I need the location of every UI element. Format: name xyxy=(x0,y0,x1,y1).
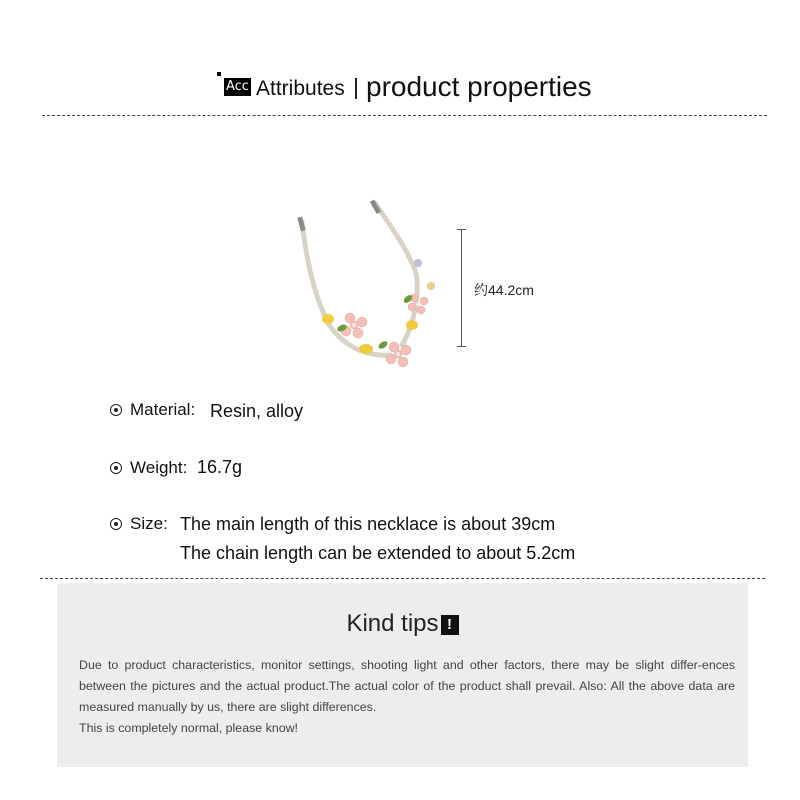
header-square-mark xyxy=(217,72,221,76)
target-bullet-icon xyxy=(110,404,122,416)
spec-size xyxy=(110,511,670,571)
target-bullet-icon xyxy=(110,462,122,474)
dimension-label: 约44.2cm xyxy=(474,282,534,298)
page-title: product properties xyxy=(366,71,592,102)
exclamation-icon: ! xyxy=(441,615,459,635)
tips-paragraph: Due to product characteristics, monitor settings, shooting light and other factors, there may be slight differ-ences between the pictures and the actual product.The actual color of the product shall prevail. Also: All the above data are measured manually by us, there are slight differences. xyxy=(79,658,735,714)
dimension-line xyxy=(461,229,462,347)
header-divider xyxy=(355,78,357,99)
section-header xyxy=(0,68,800,108)
tips-title-text: Kind tips xyxy=(346,610,439,637)
spec-value-line-2: The chain length can be extended to about 5.2cm xyxy=(180,543,576,563)
bottom-dashed-divider xyxy=(40,578,765,579)
spec-value: Resin, alloy xyxy=(210,401,304,421)
product-image xyxy=(290,195,450,375)
spec-key: Material: xyxy=(130,400,196,419)
spec-weight xyxy=(110,455,510,485)
header-badge: Acc xyxy=(226,79,249,94)
dimension-cap-bottom xyxy=(457,346,466,347)
tips-title xyxy=(57,607,748,641)
header-attributes-label: Attributes xyxy=(256,77,345,100)
necklace-illustration xyxy=(290,195,450,375)
spec-material xyxy=(110,397,510,427)
spec-key: Weight: xyxy=(130,458,188,477)
tips-last-line: This is completely normal, please know! xyxy=(79,721,298,735)
top-dashed-divider xyxy=(42,115,767,116)
tips-body xyxy=(79,655,735,739)
spec-value: 16.7g xyxy=(197,457,243,477)
dimension-cap-top xyxy=(457,229,466,230)
kind-tips-panel xyxy=(57,583,748,767)
spec-key: Size: xyxy=(130,514,168,533)
target-bullet-icon xyxy=(110,518,122,530)
spec-value-line-1: The main length of this necklace is about 39cm xyxy=(180,514,556,534)
